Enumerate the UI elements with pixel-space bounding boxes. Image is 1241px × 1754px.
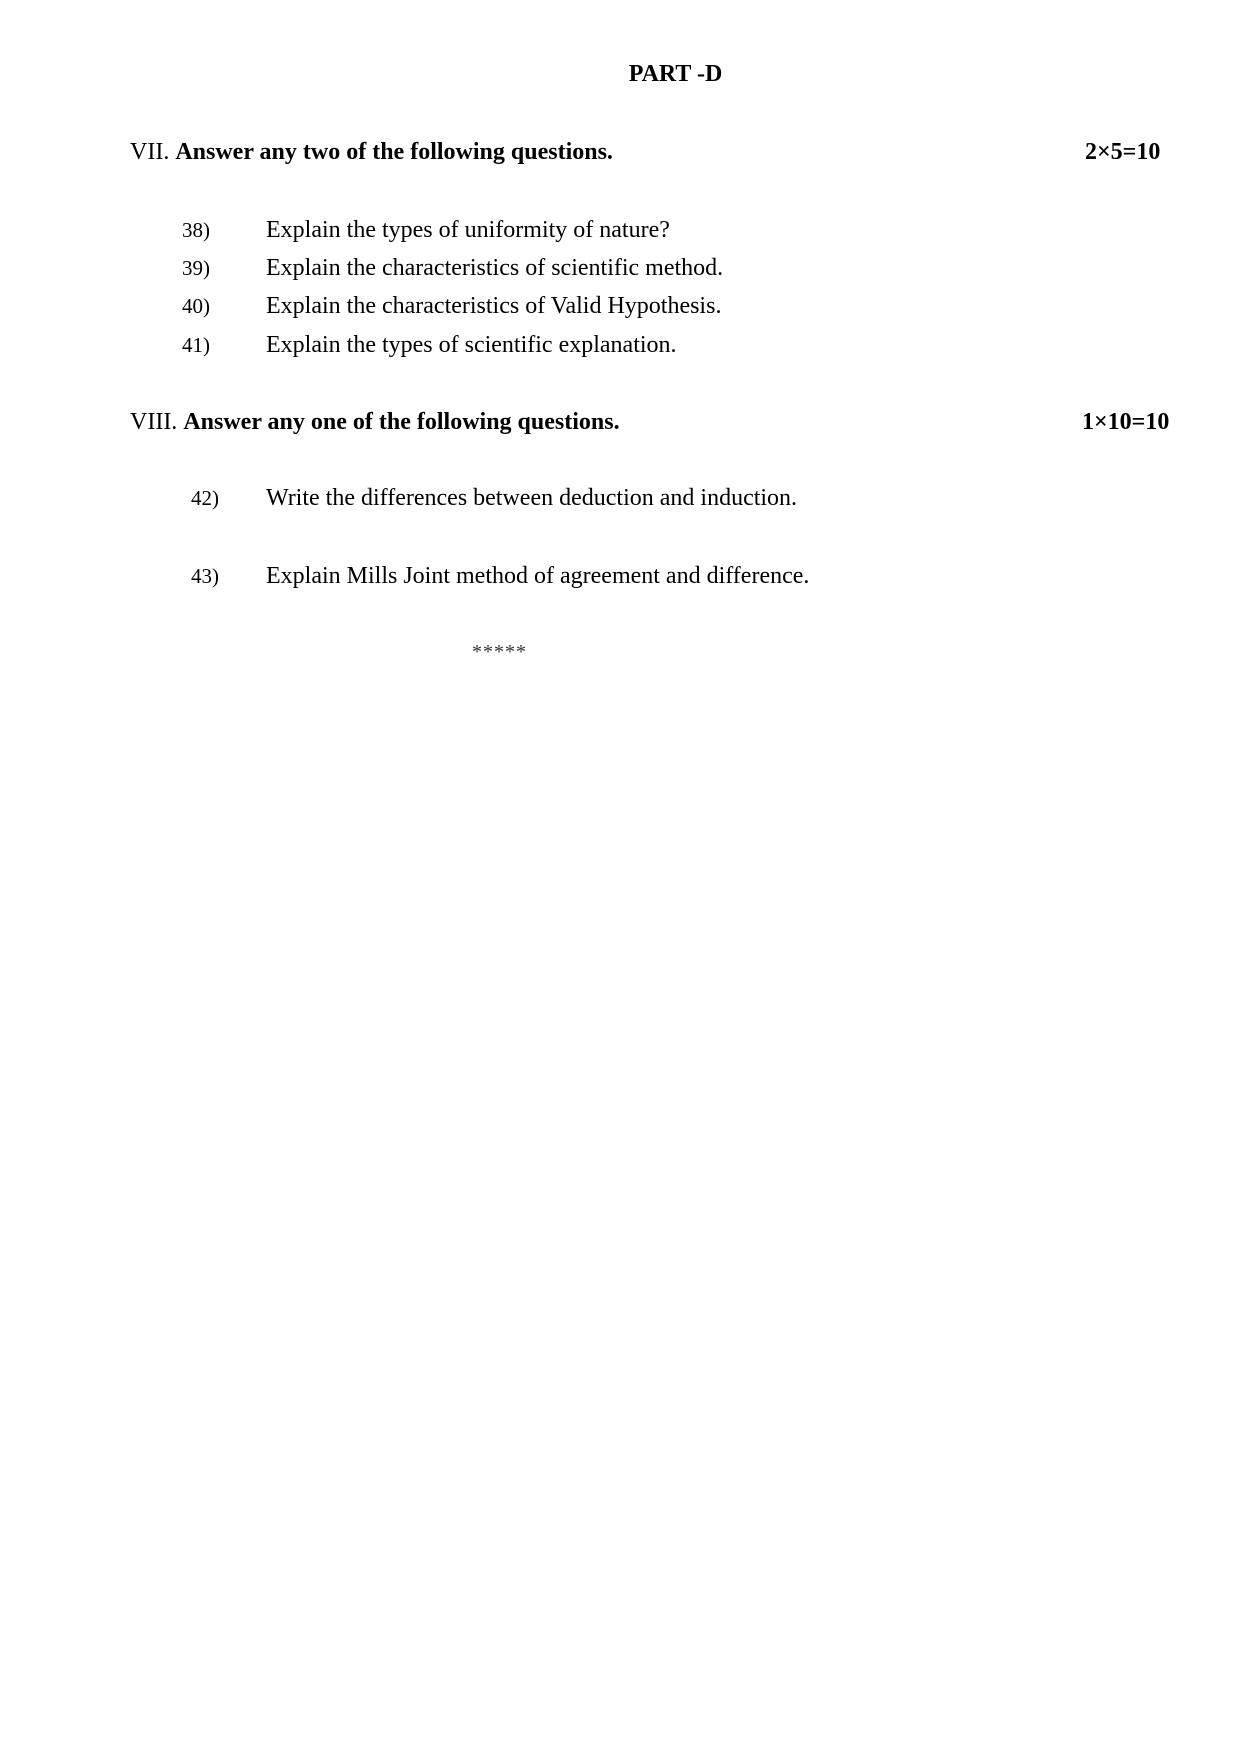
section-heading-vii — [130, 140, 613, 164]
question-number: 41) — [182, 333, 210, 357]
question-number: 40) — [182, 294, 210, 318]
question-text: Explain the types of scientific explanation. — [266, 332, 677, 358]
question-text: Write the differences between deduction and induction. — [266, 485, 798, 511]
section-instruction: Answer any one of the following questions. — [183, 409, 620, 435]
question-number: 42) — [191, 486, 219, 510]
question-number: 38) — [182, 218, 210, 242]
question-text: Explain Mills Joint method of agreement and difference. — [266, 563, 810, 589]
section-heading-viii — [130, 410, 620, 434]
question-text: Explain the characteristics of scientific method. — [266, 255, 724, 281]
question-number: 43) — [191, 564, 219, 588]
part-title: PART -D — [628, 61, 723, 87]
question-text: Explain the types of uniformity of nature? — [266, 217, 670, 243]
section-roman-numeral: VII. — [130, 139, 170, 165]
section-roman-numeral: VIII. — [130, 409, 178, 435]
section-marks: 1×10=10 — [1082, 409, 1170, 435]
section-instruction: Answer any two of the following questions. — [175, 139, 613, 165]
question-number: 39) — [182, 256, 210, 280]
end-of-paper-mark: ***** — [472, 641, 527, 663]
section-marks: 2×5=10 — [1085, 139, 1161, 165]
question-text: Explain the characteristics of Valid Hypothesis. — [266, 293, 722, 319]
